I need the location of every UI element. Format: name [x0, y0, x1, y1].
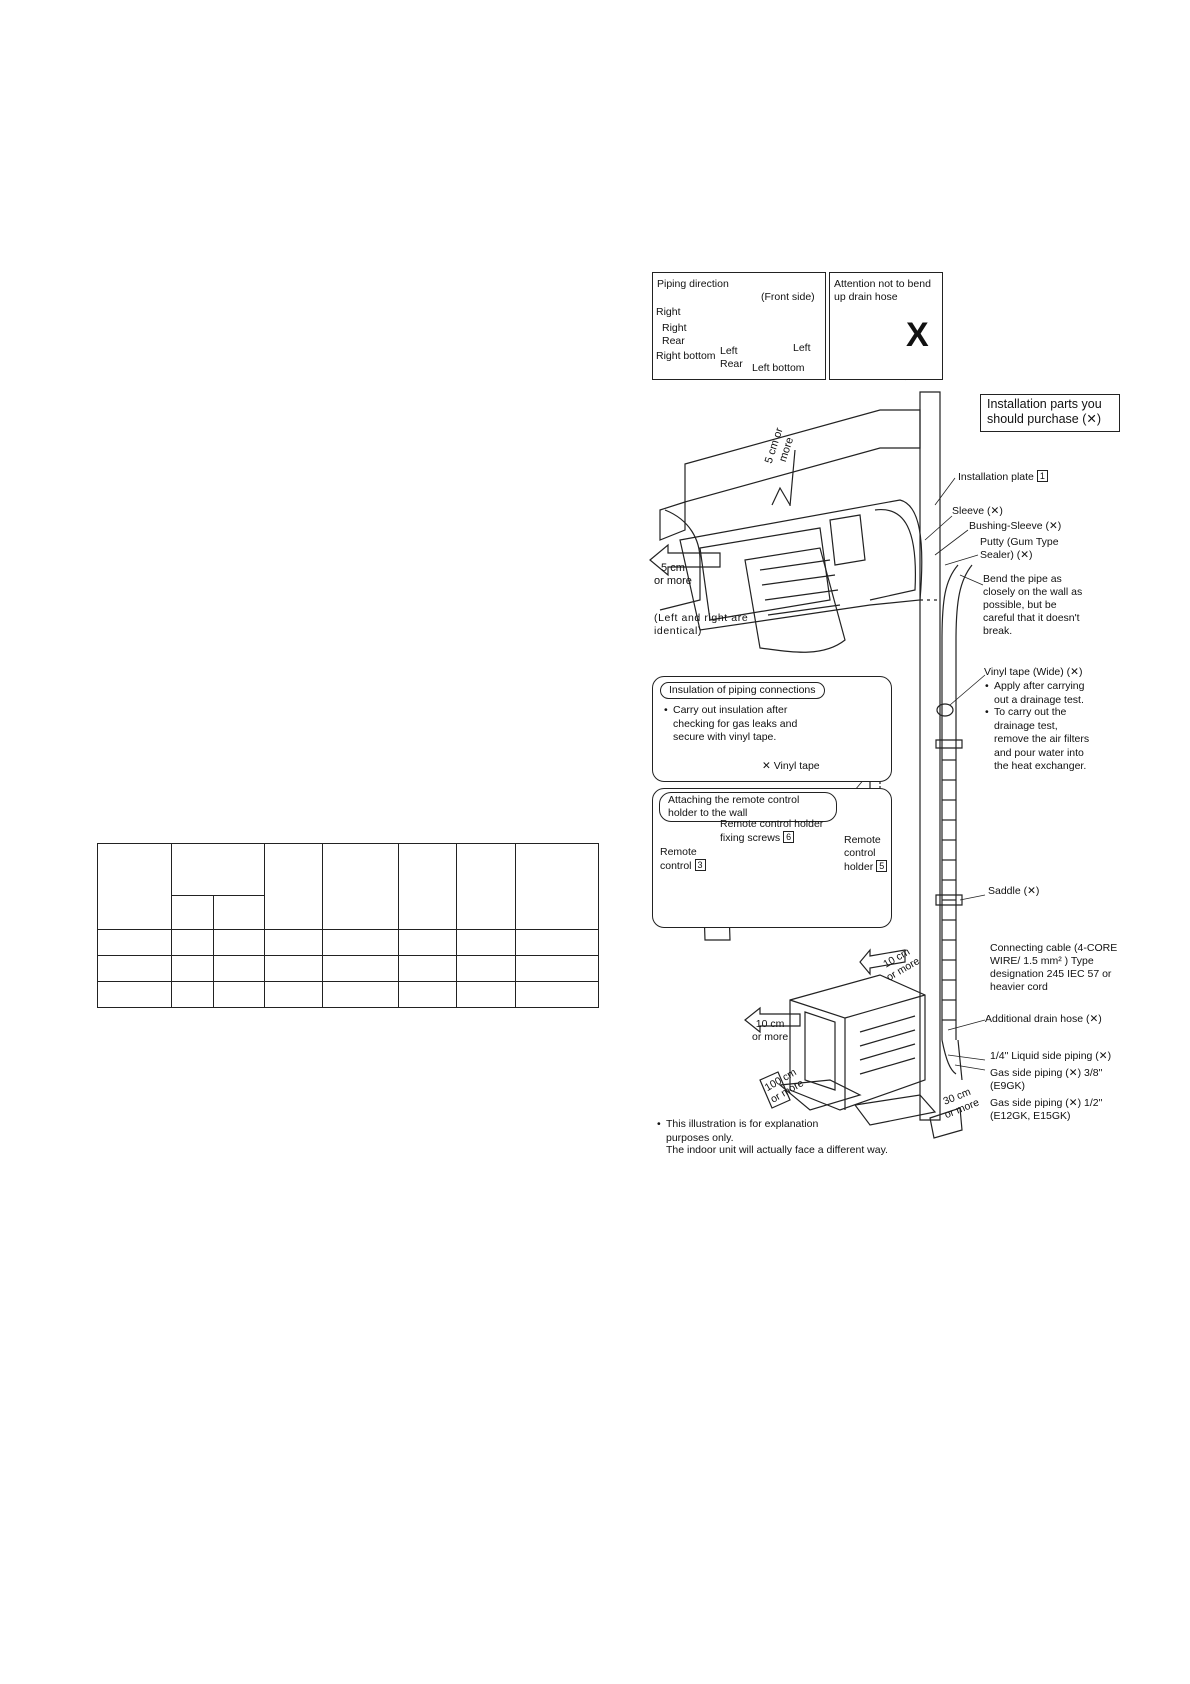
footnote-line-2: The indoor unit will actually face a different way.: [666, 1144, 888, 1156]
vinyl-tape-label: ✕ Vinyl tape: [762, 760, 820, 772]
clearance-outdoor-top-label: 10 cm or more: [881, 945, 922, 984]
gas-piping-3-8-label: Gas side piping (✕) 3/8" (E9GK): [990, 1067, 1103, 1092]
connecting-cable-label: Connecting cable (4-CORE WIRE/ 1.5 mm² ) Type designation 245 IEC 57 or heavier cord: [990, 942, 1118, 993]
saddle-label: Saddle (✕): [988, 885, 1040, 897]
footnote: • This illustration is for explanation purposes only.: [657, 1118, 819, 1144]
remote-holder-label: Remote control holder 5: [844, 834, 890, 874]
right-rear-label: Right Rear: [662, 322, 687, 347]
left-label: Left: [793, 342, 811, 354]
vinyl-tape-bullet-2: • To carry out the drainage test, remove the air filters and pour water into the heat exchanger.: [985, 706, 1090, 772]
remote-control-label: Remote control 3: [660, 846, 710, 873]
insulation-bullet: • Carry out insulation after checking for gas leaks and secure with vinyl tape.: [664, 704, 798, 743]
identical-note: (Left and right are identical): [654, 612, 749, 637]
insulation-title: Insulation of piping connections: [660, 682, 825, 699]
installation-plate-label: Installation plate 1: [958, 470, 1048, 484]
putty-label: Putty (Gum Type Sealer) (✕): [980, 536, 1059, 561]
attention-text: Attention not to bend up drain hose: [834, 278, 931, 303]
piping-direction-title: Piping direction: [657, 278, 729, 290]
remote-holder-title: Attaching the remote control holder to the wall: [659, 792, 837, 822]
vinyl-tape-wide-title: Vinyl tape (Wide) (✕): [984, 666, 1083, 678]
bushing-sleeve-label: Bushing-Sleeve (✕): [969, 520, 1062, 532]
left-bottom-label: Left bottom: [752, 362, 805, 374]
bend-pipe-note: Bend the pipe as closely on the wall as possible, but be careful that it doesn't break.: [983, 573, 1083, 637]
fixing-screws-label: Remote control holder fixing screws 6: [720, 818, 824, 844]
gas-piping-1-2-label: Gas side piping (✕) 1/2" (E12GK, E15GK): [990, 1097, 1103, 1122]
clearance-outdoor-front-label: 100 cm or more: [762, 1066, 806, 1106]
liquid-piping-label: 1/4" Liquid side piping (✕): [990, 1050, 1112, 1062]
outdoor-unit-sketch: [780, 975, 935, 1125]
prohibited-x-icon: X: [906, 316, 929, 354]
clearance-outdoor-right-label: 30 cm or more: [941, 1085, 981, 1122]
front-side-label: (Front side): [761, 291, 815, 303]
right-label: Right: [656, 306, 681, 318]
drain-hose-label: Additional drain hose (✕): [985, 1013, 1102, 1025]
pipe-bundle: [936, 565, 972, 1080]
clearance-outdoor-left-label: 10 cm or more: [752, 1018, 789, 1043]
clearance-side-label: 5 cm or more: [654, 562, 692, 587]
wall-section: [920, 392, 940, 1120]
right-bottom-label: Right bottom: [656, 350, 716, 362]
purchase-legend-text: Installation parts you should purchase (✕): [987, 397, 1102, 426]
left-rear-label: Left Rear: [720, 345, 743, 370]
sleeve-label: Sleeve (✕): [952, 505, 1003, 517]
clearance-top-label: 5 cm or more: [762, 426, 797, 466]
vinyl-tape-bullet-1: • Apply after carrying out a drainage test.: [985, 680, 1085, 706]
